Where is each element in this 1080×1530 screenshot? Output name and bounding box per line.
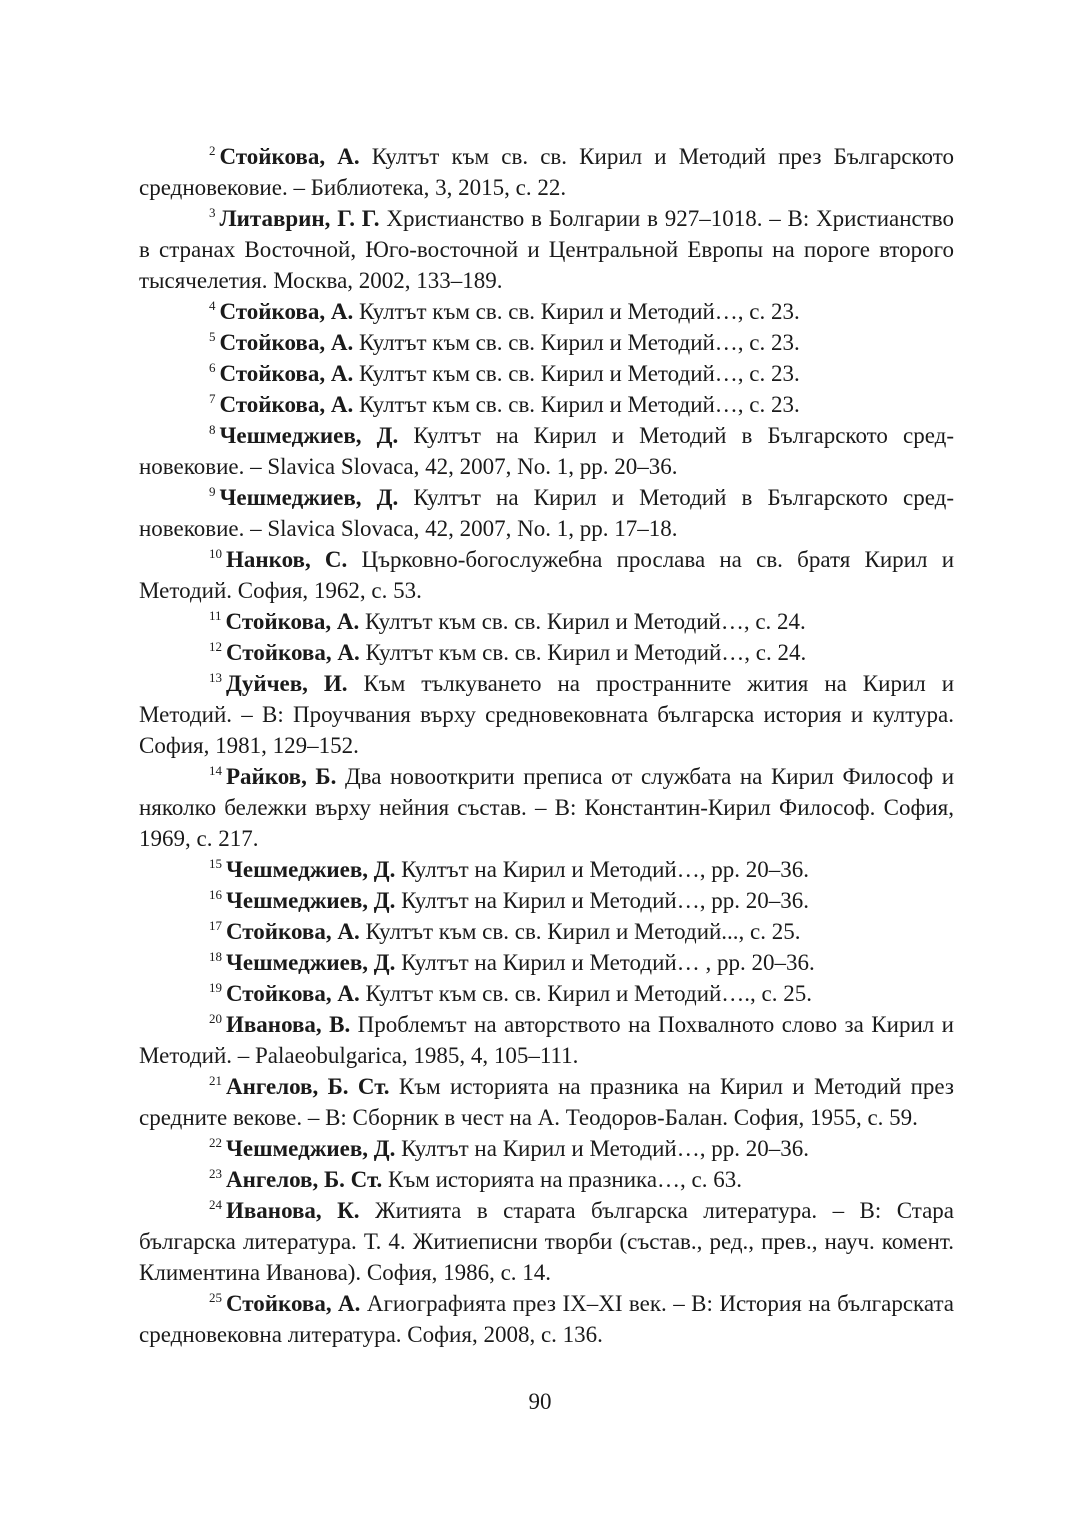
footnote bbox=[139, 1195, 954, 1288]
footnote-author: Чешмеджиев, Д. bbox=[226, 1136, 396, 1161]
footnote-text: Култът на Кирил и Методий…, pp. 20–36. bbox=[401, 888, 809, 913]
footnote-text: Към историята на празника на Кирил и Методий през средните векове. – В: Сборник в чест на А. Теодоров-Балан. София, 1955, с. 59. bbox=[139, 1074, 954, 1130]
footnote-author: Райков, Б. bbox=[226, 764, 337, 789]
footnote-text: Култът към св. св. Кирил и Методий…, с. 23. bbox=[358, 330, 800, 355]
footnote-author: Иванова, В. bbox=[226, 1012, 351, 1037]
footnote bbox=[139, 947, 954, 978]
footnote bbox=[139, 296, 954, 327]
footnote-number: 16 bbox=[209, 887, 222, 902]
footnote bbox=[139, 327, 954, 358]
footnote-text: Култът на Кирил и Методий в Българското средновековие. – Slavica Slovaca, 42, 2007, No. 1, pp. 20–36. bbox=[139, 423, 954, 479]
footnote bbox=[139, 978, 954, 1009]
footnote-author: Ангелов, Б. Ст. bbox=[226, 1167, 383, 1192]
footnote-number: 19 bbox=[209, 980, 222, 995]
footnote-number: 21 bbox=[209, 1073, 222, 1088]
footnote-number: 13 bbox=[209, 670, 222, 685]
footnote-text: Към тълкуването на пространните жития на Кирил и Методий. – В: Проучвания върху средновековната българска история и култура. София, 1981, 129–152. bbox=[139, 671, 955, 758]
footnote-text: Култът към св. св. Кирил и Методий…, с. 24. bbox=[365, 609, 806, 634]
footnote bbox=[139, 885, 954, 916]
footnote-number: 18 bbox=[209, 949, 222, 964]
footnote-number: 6 bbox=[209, 360, 216, 375]
footnote-number: 4 bbox=[209, 298, 216, 313]
footnote-text: Агиографията през IX–XI век. – В: История на българската средновековна литература. София, 2008, с. 136. bbox=[139, 1291, 955, 1347]
footnote-number: 25 bbox=[209, 1290, 222, 1305]
footnote bbox=[139, 203, 954, 296]
footnote-text: Църковно-богослужебна прослава на св. братя Кирил и Методий. София, 1962, с. 53. bbox=[139, 547, 954, 603]
footnote-number: 10 bbox=[209, 546, 222, 561]
footnote-author: Стойкова, А. bbox=[219, 144, 360, 169]
footnote-author: Стойкова, А. bbox=[226, 919, 360, 944]
footnote-number: 5 bbox=[209, 329, 216, 344]
footnote-text: Към историята на празника…, с. 63. bbox=[388, 1167, 743, 1192]
footnote bbox=[139, 1164, 954, 1195]
footnote-author: Нанков, С. bbox=[226, 547, 348, 572]
footnote-number: 24 bbox=[209, 1197, 222, 1212]
footnotes-list bbox=[139, 141, 954, 1350]
footnote-text: Култът на Кирил и Методий…, pp. 20–36. bbox=[401, 857, 809, 882]
footnote-number: 14 bbox=[209, 763, 222, 778]
footnote-author: Стойкова, А. bbox=[226, 981, 360, 1006]
footnote bbox=[139, 1071, 954, 1133]
footnote bbox=[139, 606, 954, 637]
footnote-number: 8 bbox=[209, 422, 216, 437]
footnote-text: Култът на Кирил и Методий… , pp. 20–36. bbox=[401, 950, 815, 975]
footnote-text: Култът към св. св. Кирил и Методий…, с. 23. bbox=[358, 361, 800, 386]
footnote-number: 23 bbox=[209, 1166, 222, 1181]
footnote-text: Два новооткрити преписа от службата на Кирил Философ и няколко бележки върху нейния състав. – В: Константин-Кирил Философ. София, 1969, с. 217. bbox=[139, 764, 954, 851]
footnote-author: Чешмеджиев, Д. bbox=[226, 888, 396, 913]
footnote bbox=[139, 420, 954, 482]
footnote-author: Чешмеджиев, Д. bbox=[226, 857, 396, 882]
footnote-number: 3 bbox=[209, 205, 216, 220]
footnote-text: Култът на Кирил и Методий в Българското средновековие. – Slavica Slovaca, 42, 2007, No. 1, pp. 17–18. bbox=[139, 485, 954, 541]
footnote-author: Стойкова, А. bbox=[219, 392, 354, 417]
footnote-author: Чешмеджиев, Д. bbox=[219, 423, 399, 448]
footnote-number: 20 bbox=[209, 1011, 222, 1026]
footnote-author: Чешмеджиев, Д. bbox=[219, 485, 399, 510]
footnote bbox=[139, 1009, 954, 1071]
footnote-author: Стойкова, А. bbox=[219, 299, 354, 324]
footnote bbox=[139, 916, 954, 947]
footnote-text: Проблемът на авторството на Похвалното слово за Кирил и Методий. – Palaeobulgarica, 1985, 4, 105–111. bbox=[139, 1012, 954, 1068]
footnote bbox=[139, 141, 954, 203]
footnote-number: 12 bbox=[209, 639, 222, 654]
footnote bbox=[139, 1133, 954, 1164]
footnote-author: Стойкова, А. bbox=[226, 1291, 361, 1316]
footnote-text: Култът към св. св. Кирил и Методий..., с. 25. bbox=[365, 919, 801, 944]
footnote bbox=[139, 668, 954, 761]
footnote bbox=[139, 389, 954, 420]
footnote-author: Чешмеджиев, Д. bbox=[226, 950, 396, 975]
footnote-author: Стойкова, А. bbox=[226, 640, 360, 665]
footnote-number: 2 bbox=[209, 143, 216, 158]
footnote bbox=[139, 358, 954, 389]
footnote-author: Стойкова, А. bbox=[219, 330, 354, 355]
page-number: 90 bbox=[528, 1389, 552, 1414]
footnote-text: Житията в старата българска литература. – В: Стара българска литература. Т. 4. Житиеписни творби (състав., ред., прев., науч. комент. Климентина Иванова). София, 1986, с. 14. bbox=[139, 1198, 954, 1285]
footnote-text: Култът на Кирил и Методий…, pp. 20–36. bbox=[401, 1136, 809, 1161]
footnote bbox=[139, 544, 954, 606]
footnote bbox=[139, 482, 954, 544]
footnote-number: 17 bbox=[209, 918, 222, 933]
footnote-text: Култът към св. св. Кирил и Методий през Българското средновековие. – Библиотека, 3, 2015, с. 22. bbox=[139, 144, 955, 200]
footnote bbox=[139, 637, 954, 668]
footnote bbox=[139, 854, 954, 885]
footnote-author: Литаврин, Г. Г. bbox=[219, 206, 380, 231]
footnote-text: Култът към св. св. Кирил и Методий…, с. 24. bbox=[365, 640, 807, 665]
footnote-number: 22 bbox=[209, 1135, 222, 1150]
footnote-number: 9 bbox=[209, 484, 216, 499]
footnote-author: Стойкова, А. bbox=[219, 361, 354, 386]
footnote-text: Култът към св. св. Кирил и Методий…, с. 23. bbox=[358, 392, 800, 417]
footnote-text: Христианство в Болгарии в 927–1018. – В: Христианство в странах Восточной, Юго-восточной и Центральной Европы на пороге второго тысячелетия. Москва, 2002, 133–189. bbox=[139, 206, 955, 293]
footnote-author: Иванова, К. bbox=[226, 1198, 360, 1223]
footnote-number: 7 bbox=[209, 391, 216, 406]
footnote-number: 15 bbox=[209, 856, 222, 871]
footnote bbox=[139, 761, 954, 854]
footnote-text: Култът към св. св. Кирил и Методий…, с. 23. bbox=[358, 299, 800, 324]
footnote bbox=[139, 1288, 954, 1350]
footnote-number: 11 bbox=[209, 608, 222, 623]
footnote-author: Ангелов, Б. Ст. bbox=[226, 1074, 390, 1099]
footnote-author: Дуйчев, И. bbox=[226, 671, 348, 696]
footnote-text: Култът към св. св. Кирил и Методий…., с. 25. bbox=[365, 981, 813, 1006]
footnote-author: Стойкова, А. bbox=[225, 609, 360, 634]
